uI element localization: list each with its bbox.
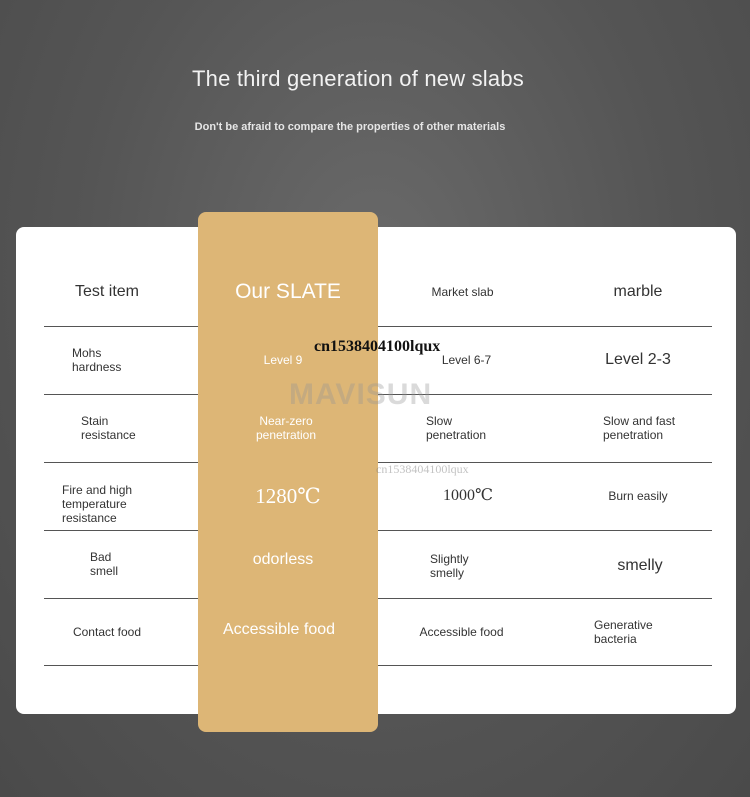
row-market-slab-value: Level 6-7 [441, 353, 492, 367]
row-marble-value: Generative bacteria [594, 618, 653, 646]
row-divider [44, 665, 712, 666]
row-our-slate-value: Level 9 [263, 353, 303, 367]
row-item-label: Contact food [72, 625, 142, 639]
row-market-slab-value: Slightly smelly [430, 552, 469, 580]
row-marble-value: Slow and fast penetration [603, 414, 676, 442]
column-header-marble: marble [613, 283, 663, 300]
row-our-slate-value: Near-zero penetration [255, 414, 317, 442]
row-marble-value: Burn easily [608, 489, 668, 503]
row-our-slate-value: Accessible food [222, 621, 336, 638]
row-marble-value: smelly [617, 557, 663, 574]
row-item-label: Bad smell [90, 550, 119, 578]
column-header-our-slate: Our SLATE [235, 280, 341, 303]
row-our-slate-value: odorless [252, 551, 314, 568]
faint-shop-id-watermark: cn1538404100lqux [376, 462, 469, 476]
row-item-label: Mohs hardness [72, 346, 122, 374]
row-item-label: Stain resistance [81, 414, 136, 442]
page-title: The third generation of new slabs [192, 66, 524, 91]
row-item-label: Fire and high temperature resistance [62, 483, 133, 525]
row-our-slate-value: 1280℃ [255, 484, 321, 508]
row-market-slab-value: Slow penetration [426, 414, 487, 442]
shop-id-watermark: cn1538404100lqux [314, 338, 441, 355]
row-marble-value: Level 2-3 [605, 351, 671, 368]
brand-watermark: MAVISUN [289, 378, 433, 411]
column-header-market-slab: Market slab [431, 285, 494, 299]
row-divider [44, 326, 712, 327]
column-header-test-item: Test item [74, 283, 139, 300]
row-divider [44, 530, 712, 531]
page-subtitle: Don't be afraid to compare the properties of other materials [194, 121, 506, 133]
row-divider [44, 598, 712, 599]
row-market-slab-value: Accessible food [419, 625, 504, 639]
row-market-slab-value: 1000℃ [443, 487, 493, 504]
